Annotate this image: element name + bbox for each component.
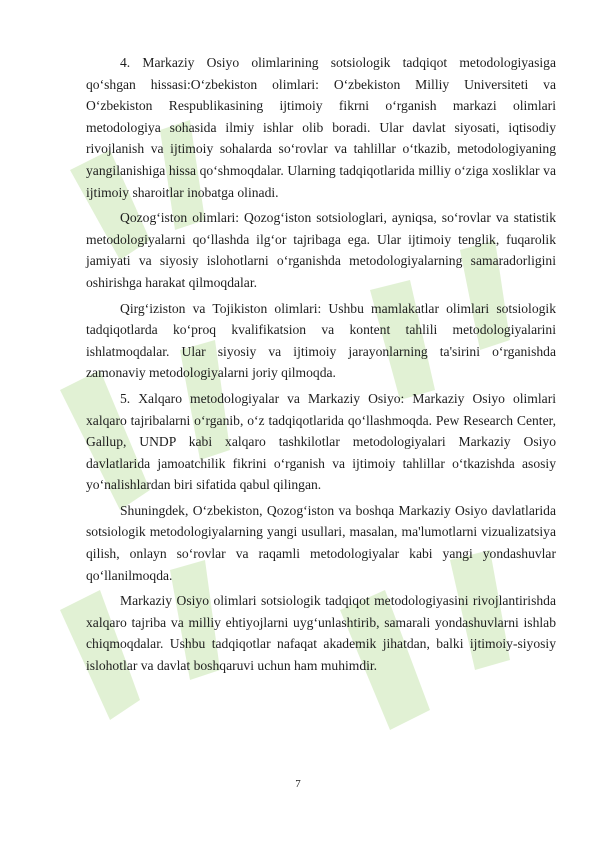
paragraph: Qirg‘iziston va Tojikiston olimlari: Ushbu mamlakatlar olimlari sotsiologik tadqiqotlarda ko‘proq kvalifikatsion va kontent tahlili metodologiyalarini ishlatmoqdalar. Ular siyosiy va ijtimoiy jarayonlarning ta'sirini o‘rganishda zamonaviy metodologiyalarni joriy qilmoqda. [86,300,556,381]
paragraph: Shuningdek, O‘zbekiston, Qozog‘iston va boshqa Markaziy Osiyo davlatlarida sotsiologik metodologiyalarning yangi usullari, masalan, ma'lumotlarni vizualizatsiya qilish, onlayn so‘rovlar va raqamli metodologiyalar kabi yangi yondashuvlar qo‘llanilmoqda. [86,502,556,583]
paragraph: 4. Markaziy Osiyo olimlarining sotsiologik tadqiqot metodologiyasiga qo‘shgan hissasi:O‘zbekiston olimlari: O‘zbekiston Milliy Universiteti va O‘zbekiston Respublikasining ijtimoiy fikrni o‘rganish markazi olimlari metodologiya sohasida ilmiy ishlar olib boradi. Ular davlat siyosati, iqtisodiy rivojlanish va ijtimoiy sohalarda so‘rovlar va tahlillar o‘tkazib, metodologiyaning yangilanishiga hissa qo‘shmoqdalar. Ularning tadqiqotlarida milliy o‘ziga xosliklar va ijtimoiy sharoitlar inobatga olinadi. [86,55,556,200]
paragraph: 5. Xalqaro metodologiyalar va Markaziy Osiyo: Markaziy Osiyo olimlari xalqaro tajribalarni o‘rganib, o‘z tadqiqotlarida qo‘llashmoqda. Pew Research Center, Gallup, UNDP kabi xalqaro tashkilotlar metodologiyalari Markaziy Osiyo davlatlarida jamoatchilik fikrini o‘rganish va ijtimoiy tahlillar o‘tkazishda asosiy yo‘nalishlardan biri sifatida qabul qilingan. [86,390,556,493]
paragraph: Qozog‘iston olimlari: Qozog‘iston sotsiologlari, ayniqsa, so‘rovlar va statistik metodologiyalarni qo‘llashda ilg‘or tajribaga ega. Ular ijtimoiy tenglik, fuqarolik jamiyati va siyosiy islohotlarni o‘rganishda metodologiyalarning samaradorligini oshirishga harakat qilmoqdalar. [86,210,556,290]
page-number: 7 [295,778,301,790]
body-text [86,52,556,681]
paragraph: Markaziy Osiyo olimlari sotsiologik tadqiqot metodologiyasini rivojlantirishda xalqaro tajriba va milliy ehtiyojlarni uyg‘unlashtirib, samarali yondashuvlarni ishlab chiqmoqdalar. Ushbu tadqiqotlar nafaqat akademik jihatdan, balki ijtimoiy-siyosiy islohotlar va davlat boshqaruvi uchun ham muhimdir. [86,593,556,674]
